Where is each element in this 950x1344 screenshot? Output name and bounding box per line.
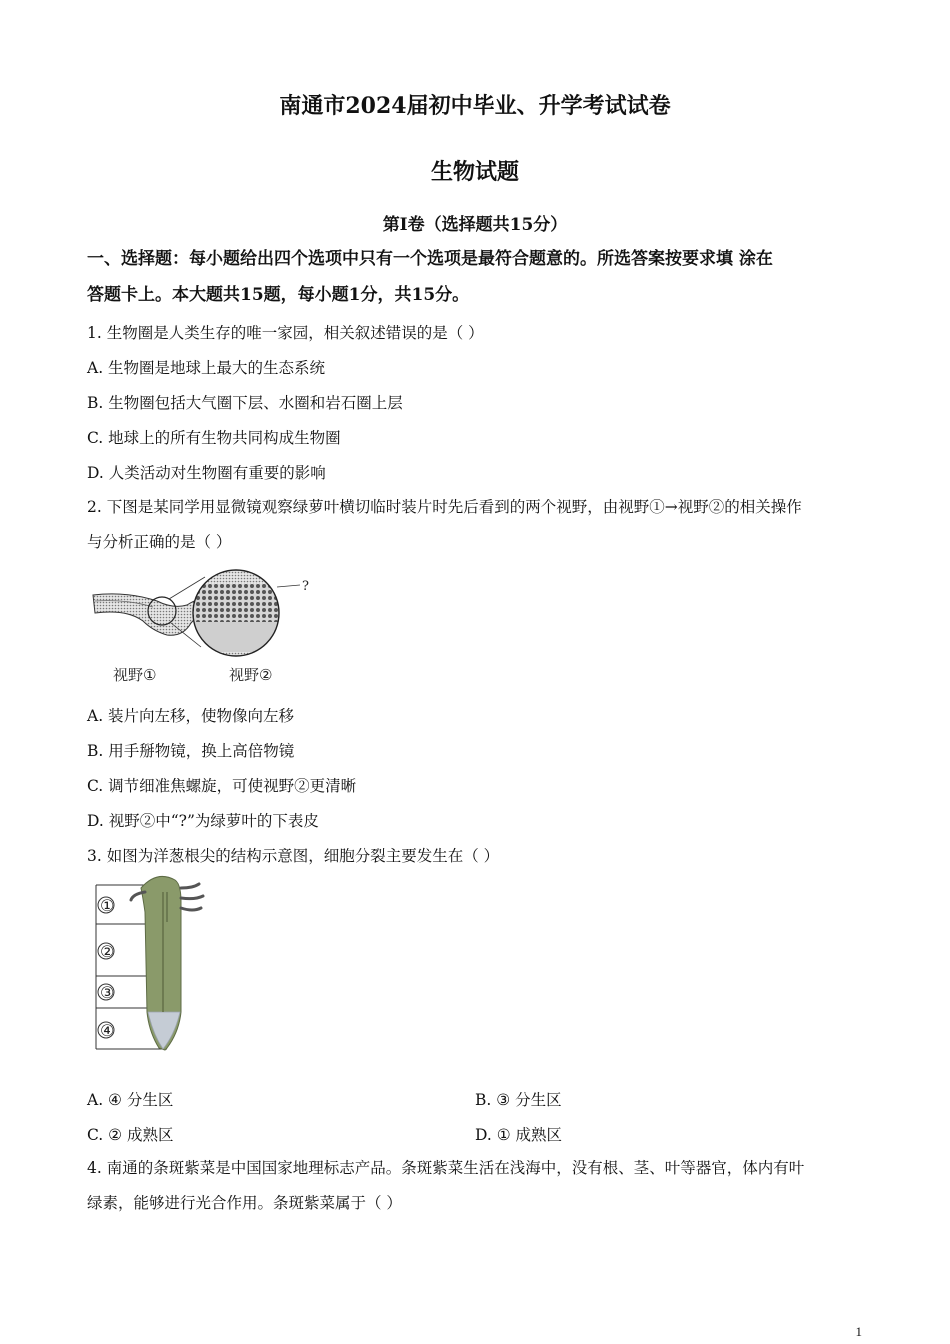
q1-option-c: C. 地球上的所有生物共同构成生物圈 bbox=[87, 429, 341, 447]
q1-option-d: D. 人类活动对生物圈有重要的影响 bbox=[87, 464, 326, 482]
q3-root-tip-figure bbox=[87, 872, 217, 1057]
zone-4-label: ④ bbox=[100, 1021, 115, 1040]
q2-option-a: A. 装片向左移，使物像向左移 bbox=[87, 707, 295, 725]
zone-2-label: ② bbox=[100, 942, 115, 961]
q2-microscope-figure bbox=[87, 565, 327, 690]
magnified-view bbox=[187, 565, 287, 665]
q2-option-c: C. 调节细准焦螺旋，可使视野②更清晰 bbox=[87, 777, 357, 795]
q3-option-a: A. ④ 分生区 bbox=[87, 1091, 174, 1109]
view-2-label: 视野② bbox=[229, 666, 273, 684]
subject-title: 生物试题 bbox=[430, 159, 519, 185]
zone-3-label: ③ bbox=[100, 983, 115, 1002]
q4-stem bbox=[87, 1151, 865, 1221]
q2-option-b: B. 用手掰物镜，换上高倍物镜 bbox=[87, 742, 295, 760]
q1-option-a: A. 生物圈是地球上最大的生态系统 bbox=[87, 359, 326, 377]
view-1-label: 视野① bbox=[113, 666, 157, 684]
q2-option-d: D. 视野②中“?”为绿萝叶的下表皮 bbox=[87, 812, 319, 830]
q2-stem-line-1: 2. 下图是某同学用显微镜观察绿萝叶横切临时装片时先后看到的两个视野，由视野①→视野②的相关操作 bbox=[87, 498, 802, 516]
q3-option-b: B. ③ 分生区 bbox=[475, 1091, 562, 1109]
question-mark-label: ? bbox=[302, 579, 309, 594]
q3-option-d: D. ① 成熟区 bbox=[475, 1126, 563, 1144]
instructions-line-1: 一、选择题：每小题给出四个选项中只有一个选项是最符合题意的。所选答案按要求填 涂在 bbox=[87, 249, 773, 269]
q1-option-b: B. 生物圈包括大气圈下层、水圈和岩石圈上层 bbox=[87, 394, 403, 412]
q4-stem-line-1: 4. 南通的条斑紫菜是中国国家地理标志产品。条斑紫菜生活在浅海中，没有根、茎、叶等器官，体内有叶 bbox=[87, 1159, 805, 1177]
exam-title: 南通市2024届初中毕业、升学考试试卷 bbox=[279, 93, 671, 119]
q3-stem: 3. 如图为洋葱根尖的结构示意图，细胞分裂主要发生在（ ） bbox=[87, 847, 500, 865]
zone-1-label: ① bbox=[100, 896, 115, 915]
q2-stem-line-2: 与分析正确的是（ ） bbox=[87, 533, 232, 551]
q2-stem bbox=[87, 490, 865, 560]
q4-stem-line-2: 绿素，能够进行光合作用。条斑紫菜属于（ ） bbox=[87, 1194, 402, 1212]
q1-stem: 1. 生物圈是人类生存的唯一家园，相关叙述错误的是（ ） bbox=[87, 324, 484, 342]
section-heading: 第Ⅰ卷（选择题共15分） bbox=[382, 215, 568, 235]
q3-option-c: C. ② 成熟区 bbox=[87, 1126, 174, 1144]
instructions bbox=[87, 241, 865, 313]
page-number: 1 bbox=[855, 1324, 862, 1339]
instructions-line-2: 答题卡上。本大题共15题，每小题1分，共15分。 bbox=[87, 285, 470, 305]
